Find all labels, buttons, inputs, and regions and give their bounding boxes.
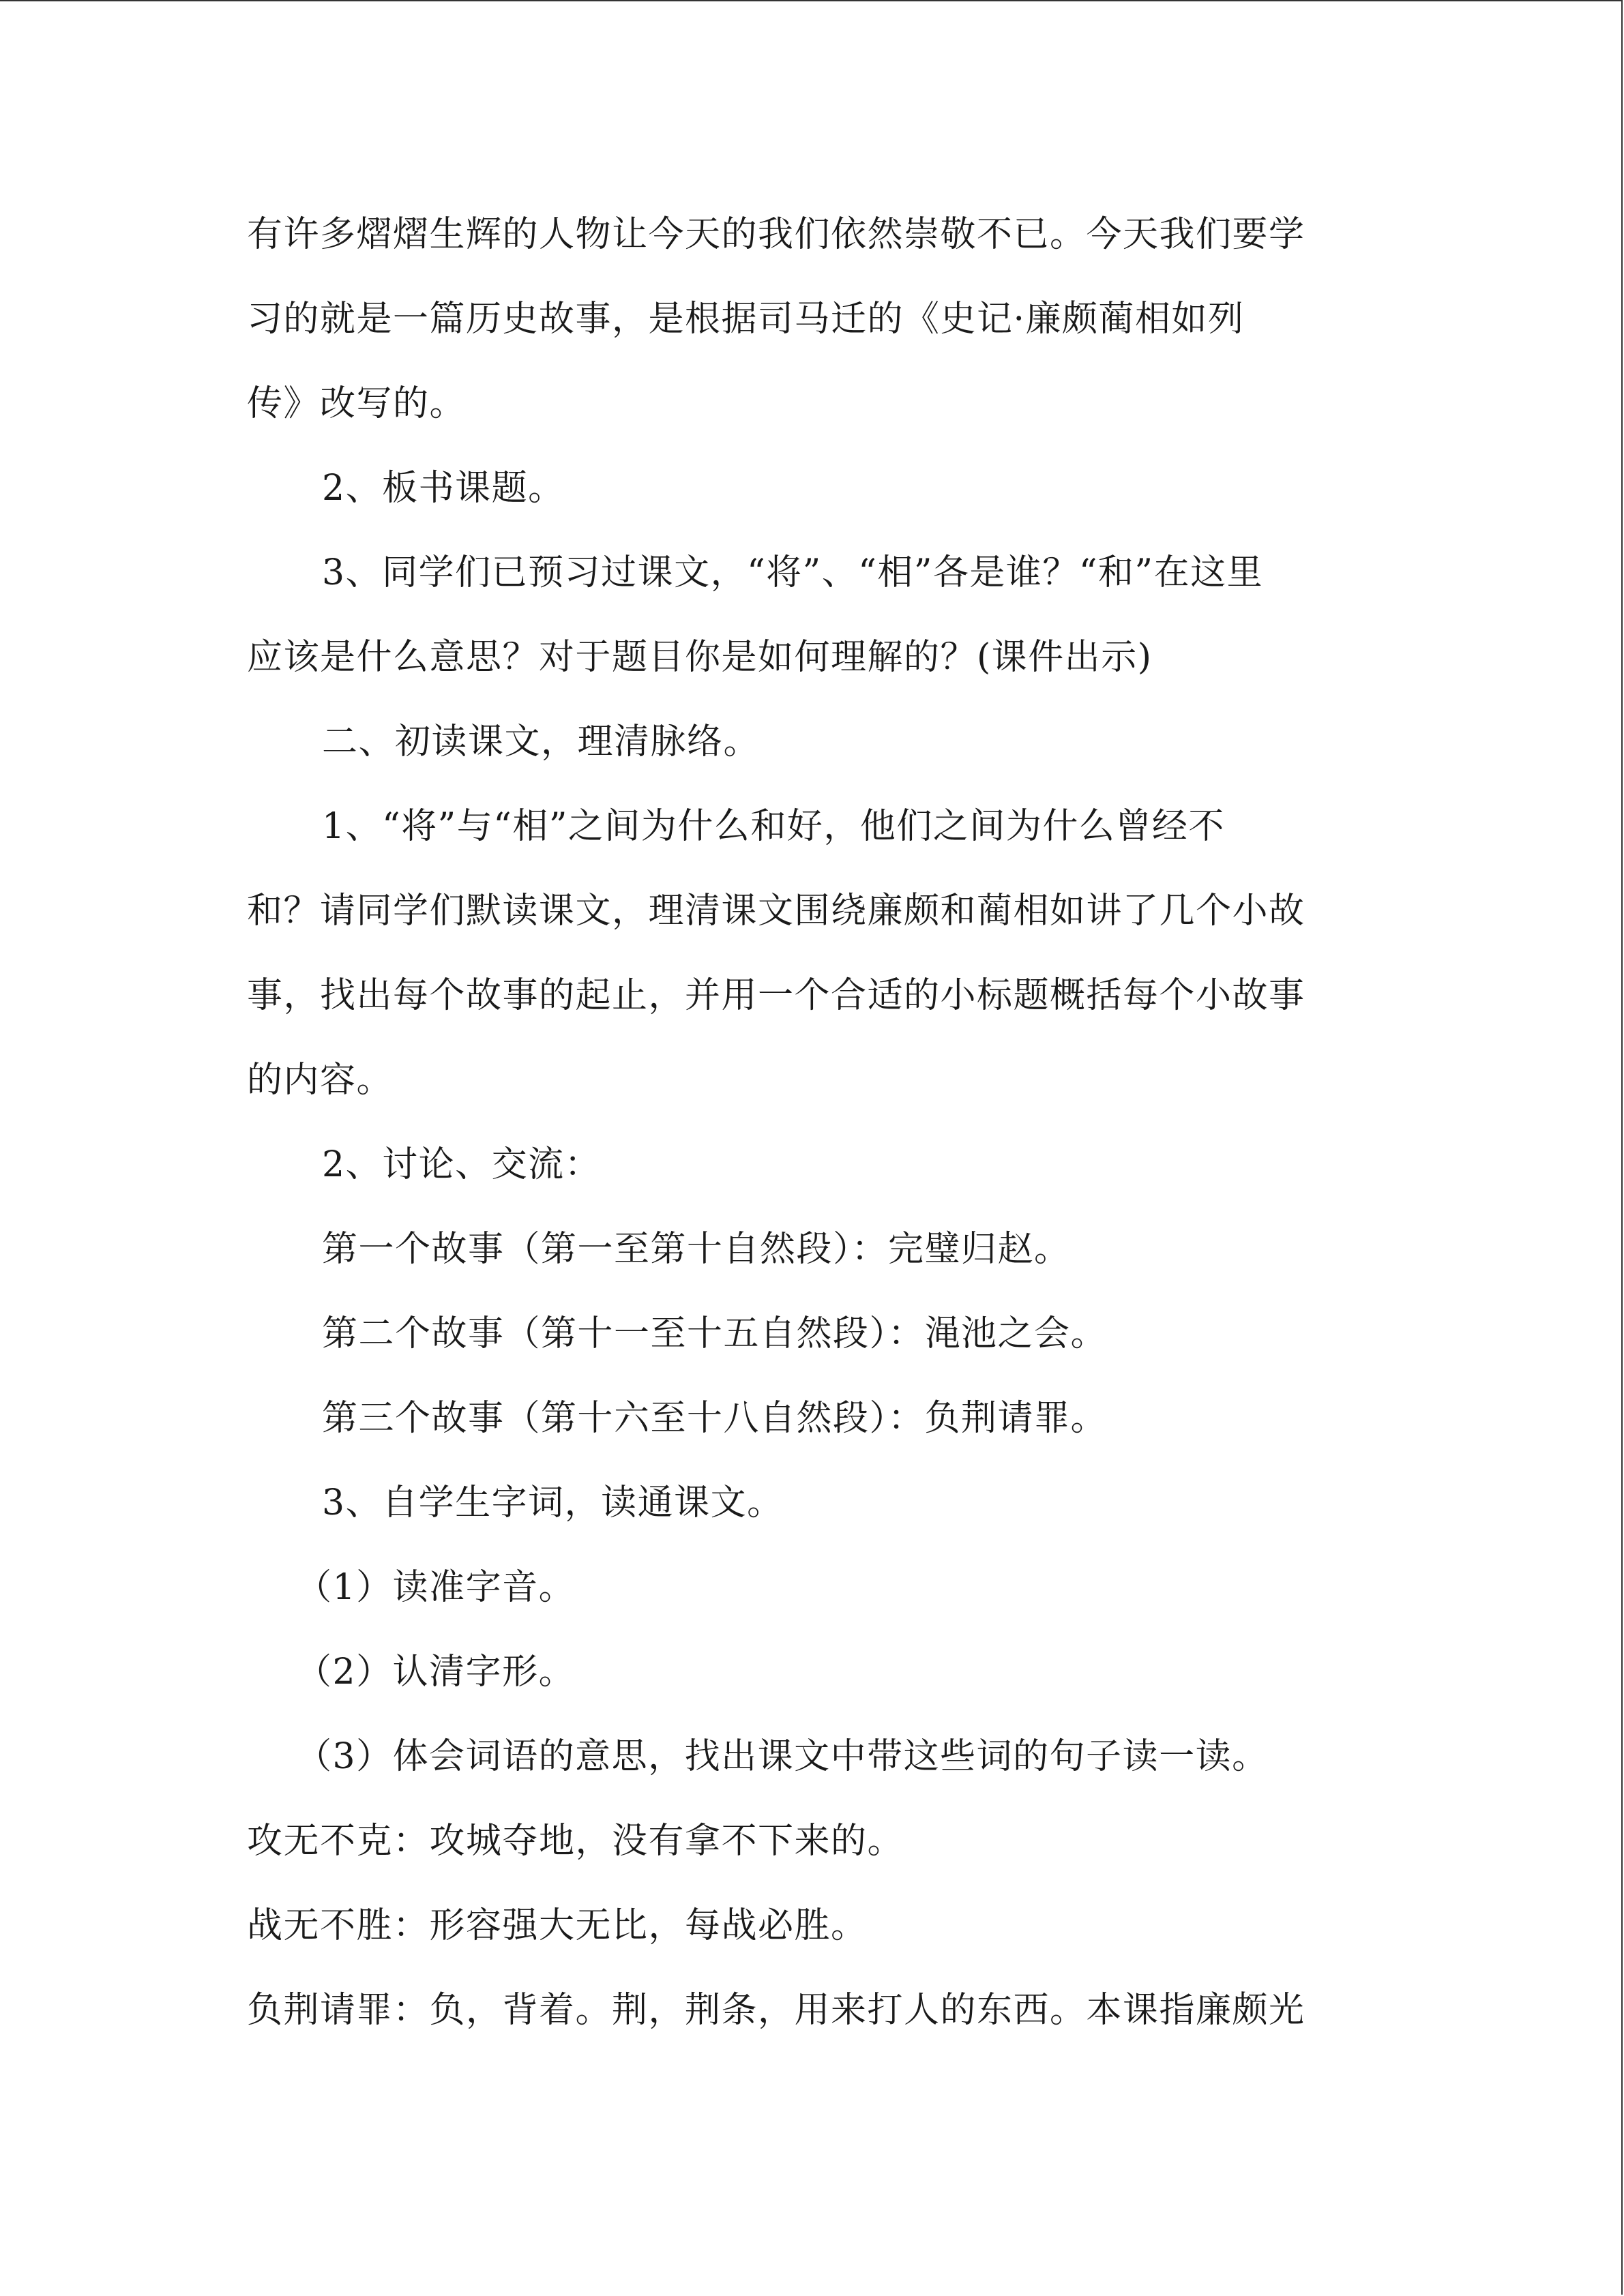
text-line: 3、自学生字词，读通课文。 [322,1482,784,1523]
text-line: 事，找出每个故事的起止，并用一个合适的小标题概括每个小故事 [247,975,1305,1016]
sub-item: （3）体会词语的意思，找出课文中带这些词的句子读一读。 [296,1736,1269,1777]
vocab-definition: 攻无不克：攻城夺地，没有拿不下来的。 [247,1821,904,1862]
text-line: 习的就是一篇历史故事，是根据司马迁的《史记·廉颇蔺相如列 [247,299,1245,340]
text-line: 2、讨论、交流： [322,1144,602,1185]
text-line: 1、“将”与“相”之间为什么和好，他们之间为什么曾经不 [322,806,1225,847]
sub-item: （2）认清字形。 [296,1652,576,1693]
vocab-definition: 战无不胜：形容强大无比，每战必胜。 [247,1905,868,1946]
text-line: 2、板书课题。 [322,468,565,509]
story-item: 第二个故事（第十一至十五自然段）：渑池之会。 [322,1313,1108,1354]
story-item: 第一个故事（第一至第十自然段）：完璧归赵。 [322,1229,1071,1270]
story-item: 第三个故事（第十六至十八自然段）：负荆请罪。 [322,1398,1108,1439]
text-line: 的内容。 [247,1060,394,1101]
text-line: 和？请同学们默读课文，理清课文围绕廉颇和蔺相如讲了几个小故 [247,891,1305,931]
vocab-definition: 负荆请罪：负，背着。荆，荆条，用来打人的东西。本课指廉颇光 [247,1990,1305,2031]
text-line: 应该是什么意思？对于题目你是如何理解的？(课件出示) [247,637,1153,678]
sub-item: （1）读准字音。 [296,1567,576,1608]
text-line: 3、同学们已预习过课文，“将”、“相”各是谁？“和”在这里 [322,552,1264,593]
section-heading: 二、初读课文，理清脉络。 [322,721,761,762]
text-line: 传》改写的。 [247,383,467,424]
text-line: 有许多熠熠生辉的人物让今天的我们依然崇敬不已。今天我们要学 [247,214,1305,255]
